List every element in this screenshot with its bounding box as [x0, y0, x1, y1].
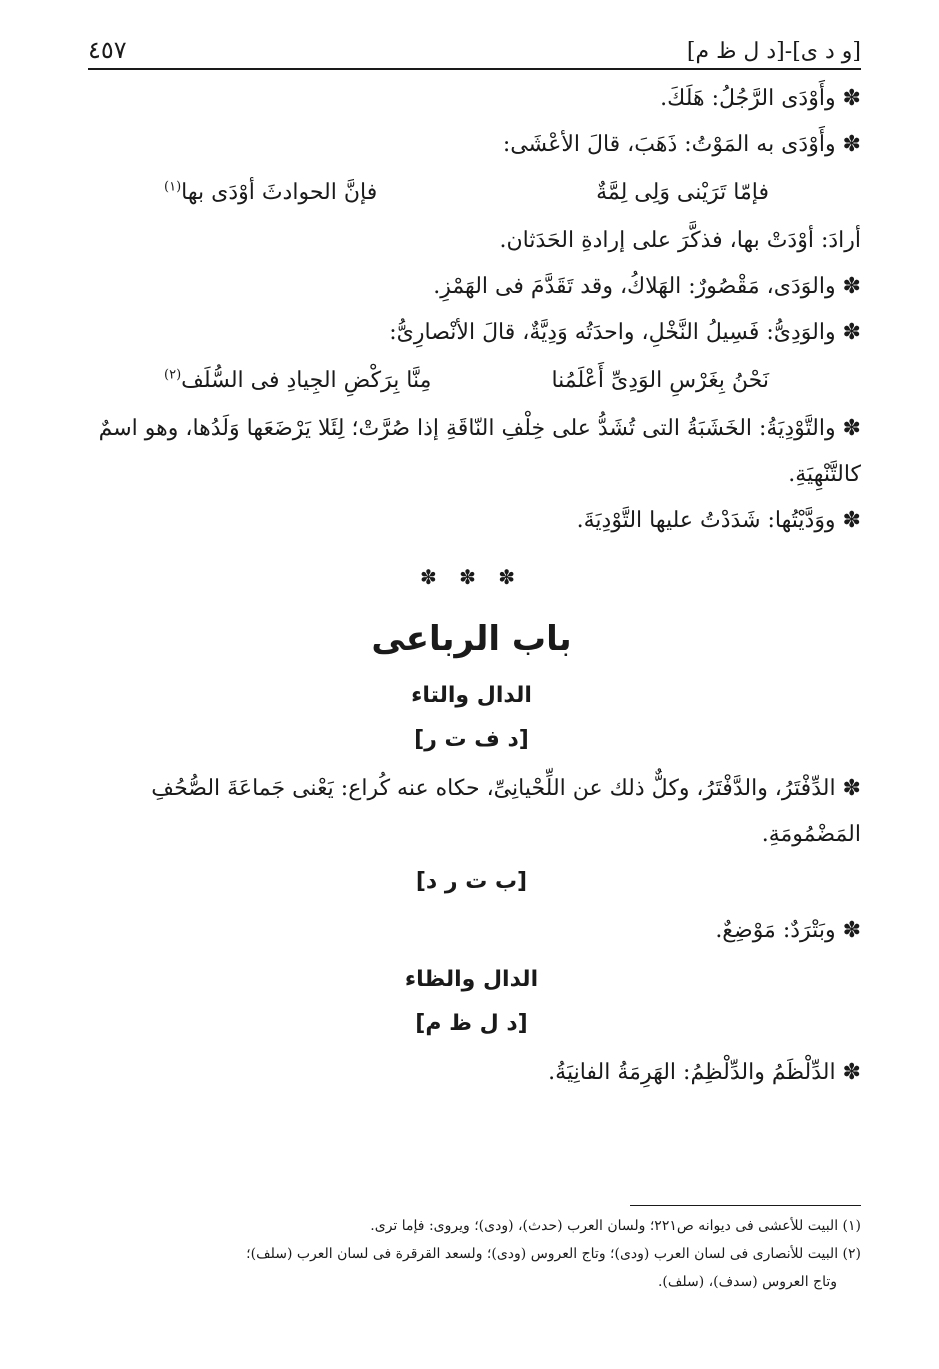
footnote-ref-2: (٢) [164, 367, 182, 383]
root-heading-btrd: [ب ت ر د] [415, 869, 528, 894]
section-separator: ✽ ✽ ✽ [420, 565, 523, 589]
footnote-2: (٢) البيت للأنصارى فى لسان العرب (ودى)؛ وتاج العروس (ودى)؛ ولسعد القرقرة فى لسان العرب (سلف)؛ [246, 1246, 861, 1262]
page-header [88, 24, 861, 70]
root-heading-dftr: [د ف ت ر] [414, 727, 529, 752]
entry-arada: أرادَ: أوْدَتْ بها، فذكَّرَ على إرادةِ الحَدَثان. [499, 228, 861, 253]
root-heading-dlzm: [د ل ظ م] [415, 1011, 528, 1036]
footnote-ref-1: (١) [164, 179, 182, 195]
running-head: [و د ى]-[د ل ظ م] [686, 39, 861, 64]
entry-dilzam: ✽ الدِّلْظَمُ والدِّلْظِمُ: الهَرِمَةُ الفانِيَةُ. [548, 1060, 861, 1085]
entry-wadiy: ✽ والوَدِىُّ: فَسِيلُ النَّخْلِ، واحدَتُه وَدِيَّةٌ، قالَ الأنْصارِىُّ: [389, 320, 861, 345]
verse-ansari [82, 358, 861, 404]
entry-batrad: ✽ وبَتْرَدٌ: مَوْضِعٌ. [715, 918, 861, 943]
verse-first-hemistich: نَحْنُ بِغَرْسِ الوَدِىِّ أَعْلَمُنا [551, 368, 769, 393]
entry-tawdiya: ✽ والتَّوْدِيَةُ: الخَشَبَةُ التى تُشَدُّ على خِلْفِ النّاقَةِ إذا صُرَّتْ؛ لِئَلا يَرْضَعَها وَلَدُها، وهو اسمٌ كالتَّنْهِيَةِ. [98, 416, 861, 487]
entry-waddaytuha: ✽ ووَدَّيْتُها: شَدَدْتُ عليها التَّوْدِيَةَ. [576, 508, 861, 533]
entry-awda-rajul: ✽ وأَوْدَى الرَّجُلُ: هَلَكَ. [660, 86, 861, 111]
page-number: ٤٥٧ [88, 36, 127, 64]
footnotes [78, 1212, 861, 1296]
entry-awda-mawt: ✽ وأَوْدَى به المَوْتُ: ذَهَبَ، قالَ الأعْشَى: [502, 132, 861, 157]
footnote-1: (١) البيت للأعشى فى ديوانه ص٢٢١؛ ولسان العرب (حدث)، (ودى)؛ ويروى: فإما ترى. [370, 1218, 861, 1234]
verse-aasha [82, 170, 861, 216]
verse-second-hemistich: فإنَّ الحوادثَ أوْدَى بها$^{(١)}$ [164, 179, 378, 205]
verse-second-hemistich: مِنَّا بِرَكْضِ الجِيادِ فى السُّلَف$^{(٢)}$ [164, 367, 432, 393]
entry-wada: ✽ والوَدَى، مَقْصُورٌ: الهَلاكُ، وقد تَقَدَّمَ فى الهَمْزِ. [433, 274, 861, 299]
section-title-dal-za: الدال والظاء [404, 967, 539, 992]
chapter-title: باب الرباعى [371, 619, 572, 659]
section-title-dal-ta: الدال والتاء [411, 683, 532, 708]
footnote-2-continuation: وتاج العروس (سدف)، (سلف). [657, 1274, 837, 1290]
entry-daftar: ✽ الدِّفْتَرُ، والدَّفْتَرُ، وكلٌّ ذلك عن اللِّحْيانِىِّ، حكاه عنه كُراع: يَعْنى جَماعَةَ الصُّحُفِ المَضْمُومَةِ. [151, 776, 861, 847]
main-text [82, 76, 861, 1096]
verse-first-hemistich: فإمّا تَرَيْنى وَلِى لِمَّةٌ [596, 180, 769, 205]
footnote-divider [630, 1205, 861, 1206]
